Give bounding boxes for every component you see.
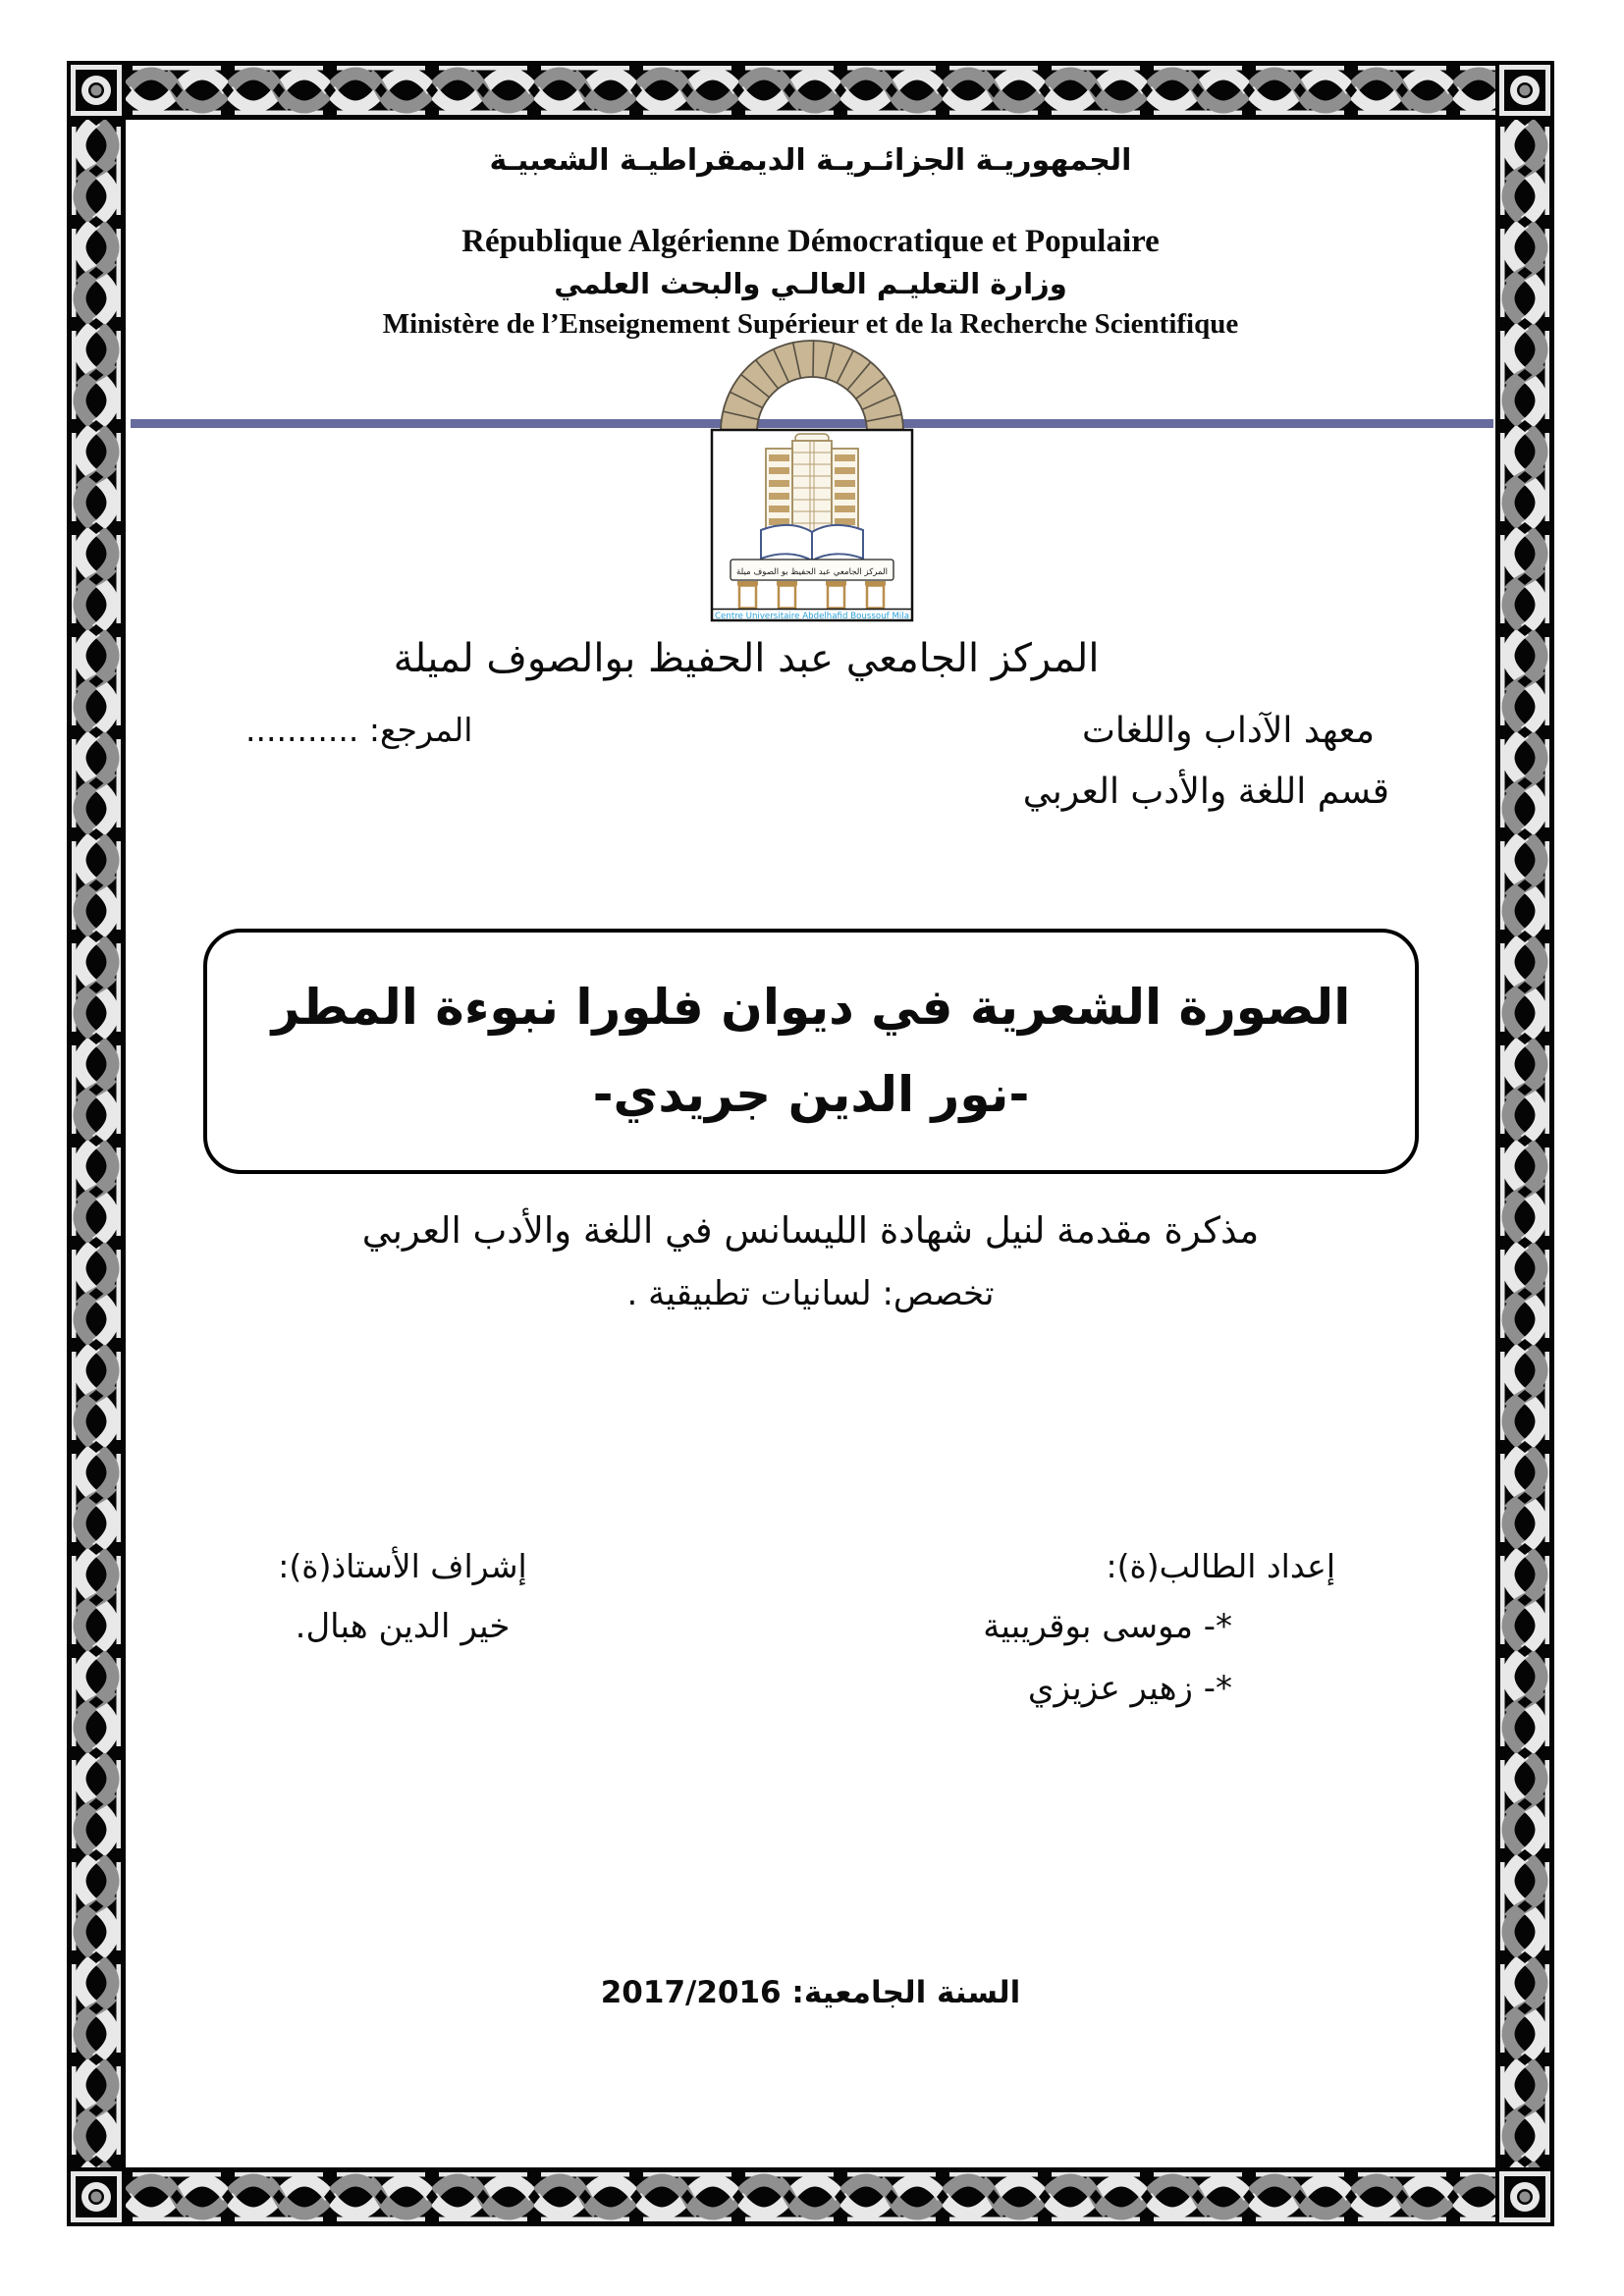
- department-name: قسم اللغة والأدب العربي: [1022, 772, 1389, 812]
- border-corner-medallion-icon: [1495, 2167, 1554, 2226]
- logo-arch-icon: [721, 341, 903, 432]
- border-right: [1495, 120, 1554, 2167]
- academic-year: [126, 1975, 1495, 2010]
- border-top: [126, 61, 1495, 120]
- republic-line-ar: الجمهوريـة الجزائـريـة الديمقراطيـة الشعبيـة: [489, 143, 1132, 178]
- student-item: *- موسى بوقريبية: [983, 1607, 1232, 1646]
- reference-field: المرجع: ...........: [245, 711, 473, 749]
- center-name: المركز الجامعي عبد الحفيظ بوالصوف لميلة: [393, 636, 1100, 681]
- border-left: [67, 120, 126, 2167]
- thesis-title: الصورة الشعرية في ديوان فلورا نبوءة المطر: [271, 979, 1351, 1036]
- academic-year-value: 2017/2016: [600, 1975, 782, 2010]
- institute-name: معهد الآداب واللغات: [1082, 711, 1375, 751]
- supervisor-label: إشراف الأستاذ(ة):: [278, 1547, 527, 1585]
- supervisor-name: خير الدين هبال.: [295, 1607, 511, 1646]
- title-box: [203, 929, 1419, 1174]
- republic-line-fr: République Algérienne Démocratique et Populaire: [461, 224, 1160, 259]
- memoir-subtitle: مذكرة مقدمة لنيل شهادة الليسانس في اللغة والأدب العربي: [361, 1209, 1260, 1252]
- border-corner-medallion-icon: [1495, 61, 1554, 120]
- institute-reference-row: [245, 711, 1375, 751]
- border-corner-medallion-icon: [67, 2167, 126, 2226]
- academic-year-label: السنة الجامعية:: [781, 1975, 1021, 2010]
- logo-banner: [731, 560, 893, 580]
- students-label: إعداد الطالب(ة):: [1106, 1547, 1335, 1585]
- logo-caption-text: Centre Universitaire Abdelhafid Boussouf Mila: [715, 611, 909, 621]
- border-corner-medallion-icon: [67, 61, 126, 120]
- university-logo: [709, 337, 915, 623]
- supervisor-block: [245, 1547, 560, 1646]
- ministry-line-fr: Ministère de l’Enseignement Supérieur et de la Recherche Scientifique: [382, 308, 1239, 340]
- student-item: *- زهير عزيزي: [1027, 1669, 1232, 1709]
- students-block: [983, 1547, 1335, 1728]
- thesis-title-poet: -نور الدين جريدي-: [592, 1066, 1030, 1123]
- ministry-line-ar: وزارة التعليـم العالـي والبحث العلمي: [554, 267, 1067, 300]
- logo-banner-text: المركز الجامعي عبد الحفيظ بو الصوف ميلة: [736, 567, 888, 577]
- border-bottom: [126, 2167, 1495, 2226]
- specialty-line: تخصص: لسانيات تطبيقية .: [626, 1274, 995, 1313]
